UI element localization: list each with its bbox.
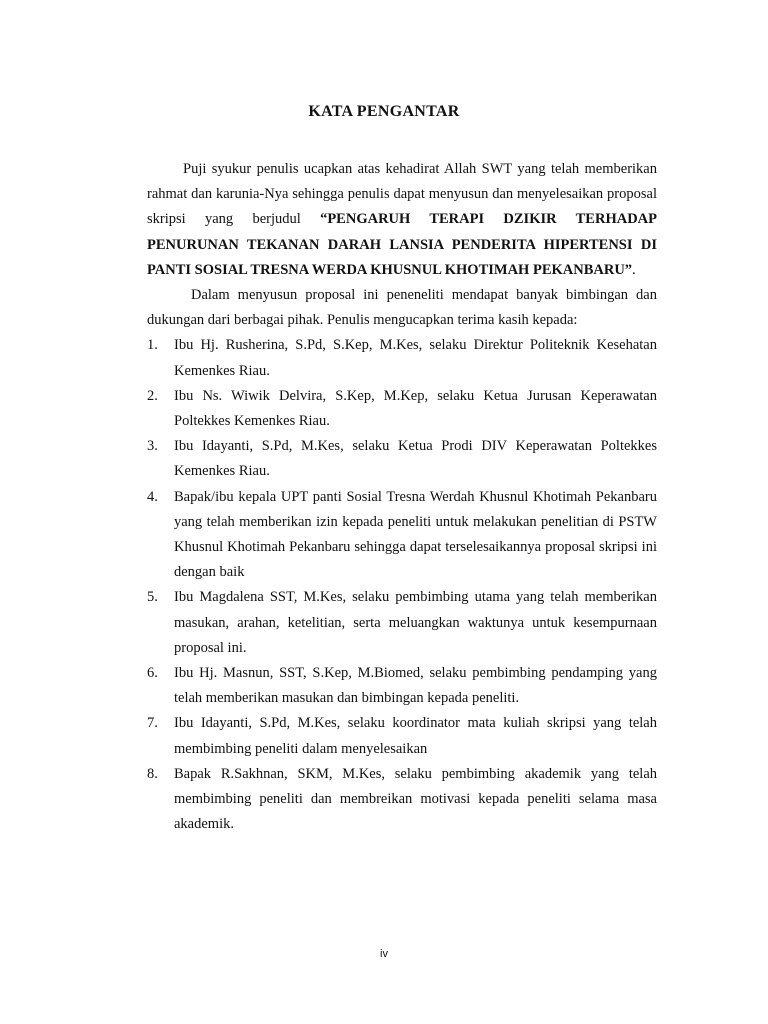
list-text: Ibu Idayanti, S.Pd, M.Kes, selaku koordinator mata kuliah skripsi yang telah membimbing peneliti dalam menyelesaikan [174,715,657,757]
opening-end: . [632,261,636,278]
list-item [147,384,657,434]
list-item [147,434,657,484]
opening-paragraph [147,157,657,283]
list-item [147,661,657,711]
list-text: Ibu Ns. Wiwik Delvira, S.Kep, M.Kep, selaku Ketua Jurusan Keperawatan Poltekkes Kemenkes Riau. [174,387,657,430]
list-item [147,333,657,383]
list-number: 7. [147,715,158,732]
page-number: iv [380,948,388,960]
list-text: Ibu Idayanti, S.Pd, M.Kes, selaku Ketua Prodi DIV Keperawatan Poltekkes Kemenkes Riau. [174,438,657,480]
list-number: 1. [147,337,158,354]
list-text: Ibu Hj. Masnun, SST, S.Kep, M.Biomed, selaku pembimbing pendamping yang telah memberikan masukan dan bimbingan kepada peneliti. [174,665,657,707]
opening-text: Puji syukur penulis ucapkan atas kehadirat Allah SWT yang telah memberikan rahmat dan karunia-Nya sehingga penulis dapat menyusun dan menyelesaikan proposal skripsi yang berjudul [147,161,657,228]
list-text: Bapak/ibu kepala UPT panti Sosial Tresna Werdah Khusnul Khotimah Pekanbaru yang telah memberikan izin kepada peneliti untuk melakukan penelitian di PSTW Khusnul Khotimah Pekanbaru sehingga dapat terselesaikannya proposal skripsi ini dengan baik [174,488,657,581]
list-text: Ibu Hj. Rusherina, S.Pd, S.Kep, M.Kes, selaku Direktur Politeknik Kesehatan Kemenkes Riau. [174,337,657,379]
acknowledgment-list [147,333,657,837]
list-number: 4. [147,488,158,505]
list-item [147,711,657,761]
list-text: Bapak R.Sakhnan, SKM, M.Kes, selaku pembimbing akademik yang telah membimbing peneliti dan membreikan motivasi kepada peneliti selama masa akademik. [174,765,657,833]
list-number: 3. [147,438,158,455]
thesis-title: “PENGARUH TERAPI DZIKIR TERHADAP PENURUNAN TEKANAN DARAH LANSIA PENDERITA HIPERTENSI DI PANTI SOSIAL TRESNA WERDA KHUSNUL KHOTIMAH PEKANBARU” [147,211,657,278]
document-body [147,157,657,837]
list-number: 2. [147,387,158,404]
list-item [147,585,657,661]
list-number: 8. [147,765,158,782]
list-text: Ibu Magdalena SST, M.Kes, selaku pembimbing utama yang telah memberikan masukan, arahan, ketelitian, serta meluangkan waktunya untuk kesempurnaan proposal ini. [174,589,657,656]
list-number: 6. [147,665,158,682]
thanks-intro-paragraph: Dalam menyusun proposal ini peneneliti mendapat banyak bimbingan dan dukungan dari berbagai pihak. Penulis mengucapkan terima kasih kepada: [147,287,657,329]
page-title: KATA PENGANTAR [308,103,460,120]
list-item [147,762,657,838]
list-item [147,485,657,586]
list-number: 5. [147,589,158,606]
